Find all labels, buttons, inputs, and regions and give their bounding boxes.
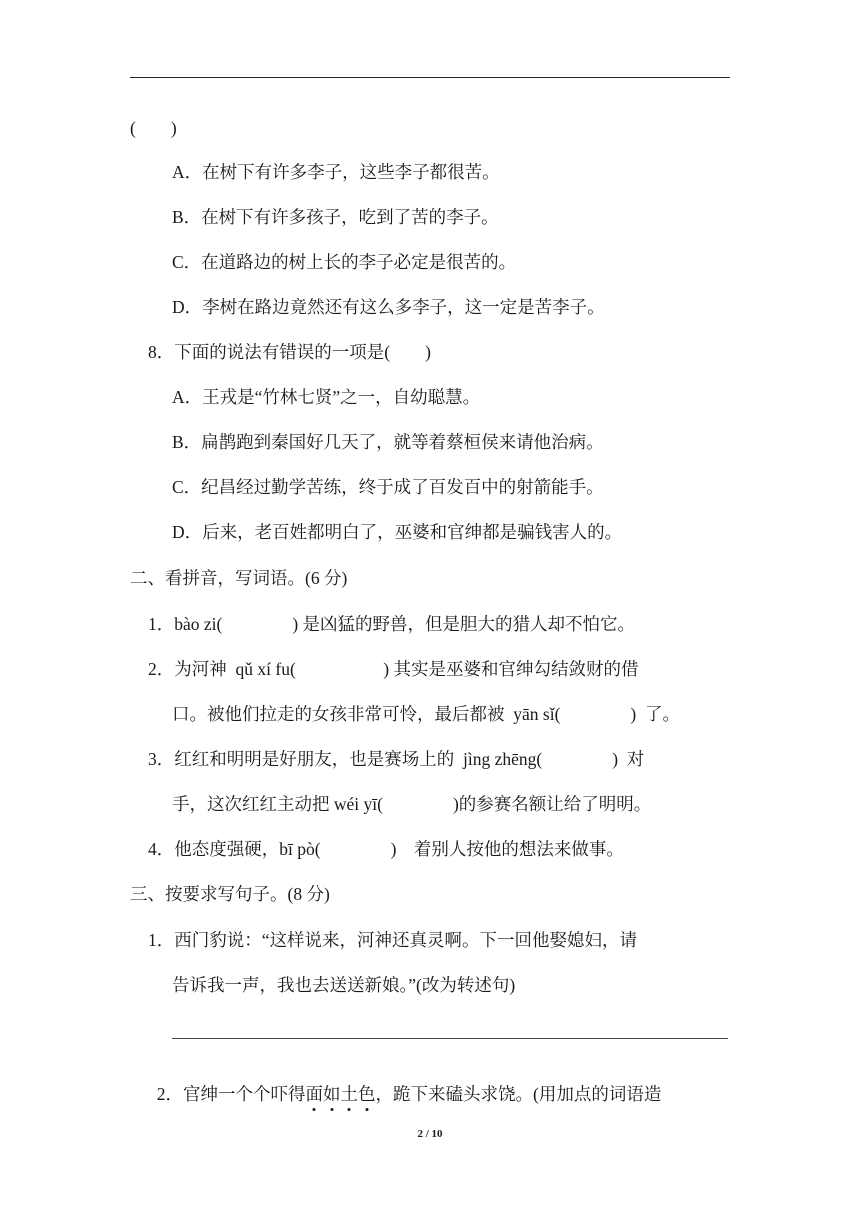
page-number: 2 / 10 — [417, 1128, 443, 1140]
s3-q2-pre: 2．官绅一个个吓得 — [156, 1084, 306, 1104]
s3-q1-line2: 告诉我一声，我也去送送新娘。”(改为转述句) — [172, 975, 516, 995]
s2-item-3-line1: 3．红红和明明是好朋友，也是赛场上的 jìng zhēng( ) 对 — [148, 749, 645, 769]
q8-option-d: D．后来，老百姓都明白了，巫婆和官绅都是骗钱害人的。 — [172, 522, 623, 542]
s2-item-4: 4．他态度强硬，bī pò( ) 着别人按他的想法来做事。 — [148, 839, 624, 859]
dotted-char: 面 — [305, 1084, 323, 1104]
dotted-char: 土 — [340, 1084, 358, 1104]
dotted-char: 色 — [358, 1084, 376, 1104]
q8-option-a: A．王戎是“竹林七贤”之一，自幼聪慧。 — [172, 387, 481, 407]
dotted-char: 如 — [323, 1084, 341, 1104]
s2-item-2-line2: 口。被他们拉走的女孩非常可怜，最后都被 yān sǐ( ) 了。 — [172, 704, 680, 724]
s3-q2-post: ，跪下来磕头求饶。(用加点的词语造 — [375, 1084, 662, 1104]
section3-title: 三、按要求写句子。(8 分) — [130, 884, 330, 904]
q7-option-a: A．在树下有许多李子，这些李子都很苦。 — [172, 162, 500, 182]
q8-stem: 8．下面的说法有错误的一项是( ) — [148, 342, 431, 362]
s3-q2-line — [148, 1058, 661, 1106]
q7-option-b: B．在树下有许多孩子，吃到了苦的李子。 — [172, 207, 499, 227]
s3-q1-line1: 1．西门豹说：“这样说来，河神还真灵啊。下一回他娶媳妇，请 — [148, 930, 638, 950]
q7-option-c: C．在道路边的树上长的李子必定是很苦的。 — [172, 252, 517, 272]
section2-title: 二、看拼音，写词语。(6 分) — [130, 568, 348, 588]
header-rule — [130, 77, 730, 78]
q8-option-b: B．扁鹊跑到秦国好几天了，就等着蔡桓侯来请他治病。 — [172, 432, 604, 452]
s3-q1-answer-line[interactable] — [172, 1038, 728, 1039]
s2-item-2-line1: 2．为河神 qǔ xí fu( ) 其实是巫婆和官绅勾结敛财的借 — [148, 659, 639, 679]
q7-answer-paren: ( ) — [130, 118, 177, 138]
q7-option-d: D．李树在路边竟然还有这么多李子，这一定是苦李子。 — [172, 297, 605, 317]
q8-option-c: C．纪昌经过勤学苦练，终于成了百发百中的射箭能手。 — [172, 477, 604, 497]
s2-item-3-line2: 手，这次红红主动把 wéi yī( )的参赛名额让给了明明。 — [172, 794, 652, 814]
s2-item-1: 1．bào zi( ) 是凶猛的野兽，但是胆大的猎人却不怕它。 — [148, 614, 636, 634]
